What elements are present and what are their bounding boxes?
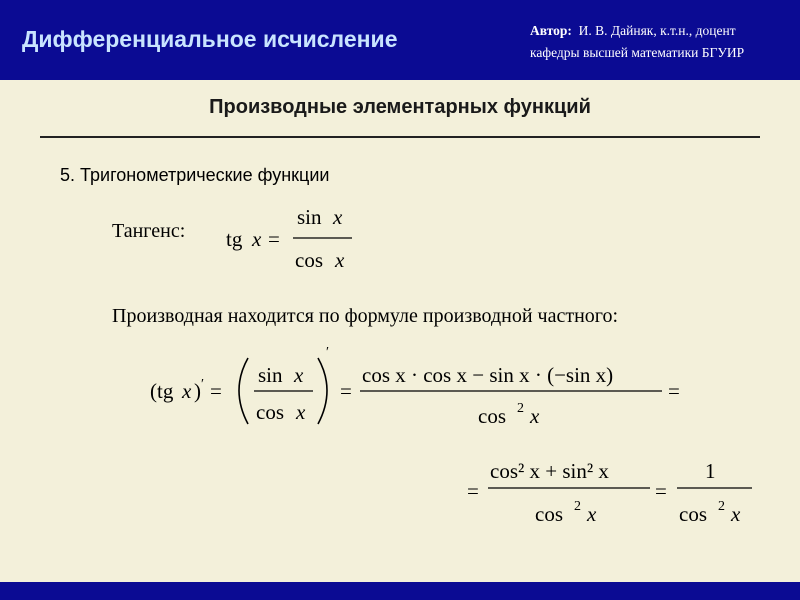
x-var: x — [296, 400, 306, 424]
equals-sign: = — [210, 379, 222, 403]
cos-func: cos — [679, 502, 707, 526]
quotient-rule-sentence: Производная находится по формуле производной частного: — [112, 305, 619, 327]
author-line-2: кафедры высшей математики БГУИР — [530, 45, 745, 60]
x-var: x — [530, 404, 540, 428]
tangent-definition-formula — [226, 205, 352, 272]
equals-sign: = — [467, 479, 479, 503]
lhs-open: (tg — [150, 379, 174, 403]
author-line-1: И. В. Дайняк, к.т.н., доцент — [578, 23, 736, 38]
simplification-formula — [467, 459, 752, 526]
exponent-two: 2 — [517, 401, 524, 416]
cos-func: cos — [295, 248, 323, 272]
sin-func: sin — [258, 363, 283, 387]
prime-mark: ′ — [201, 377, 205, 392]
x-var: x — [731, 502, 741, 526]
close-paren: ) — [194, 379, 201, 403]
equals-sign: = — [340, 379, 352, 403]
derivative-formula — [150, 345, 680, 428]
big-right-paren — [318, 358, 327, 424]
exponent-two: 2 — [718, 499, 725, 514]
cos-func: cos — [478, 404, 506, 428]
x-var: x — [252, 227, 262, 251]
sin-func: sin — [297, 205, 322, 229]
header-title: Дифференциальное исчисление — [22, 26, 398, 52]
equals-sign: = — [668, 379, 680, 403]
x-var: x — [587, 502, 597, 526]
tg-symbol: tg — [226, 227, 243, 251]
exponent-two: 2 — [574, 499, 581, 514]
sum-numerator: cos² x + sin² x — [490, 459, 609, 483]
cos-func: cos — [256, 400, 284, 424]
subsection-heading: 5. Тригонометрические функции — [60, 165, 330, 185]
big-left-paren — [239, 358, 248, 424]
prime-mark: ′ — [326, 345, 330, 360]
footer-bar — [0, 582, 800, 600]
x-var: x — [335, 248, 345, 272]
author-label: Автор: — [530, 23, 572, 38]
tangent-label: Тангенс: — [112, 220, 186, 242]
numerator-one: 1 — [705, 459, 716, 483]
slide-title: Производные элементарных функций — [209, 96, 591, 118]
x-var: x — [182, 379, 192, 403]
expanded-numerator: cos x · cos x − sin x · (−sin x) — [362, 363, 614, 387]
x-var: x — [333, 205, 343, 229]
x-var: x — [294, 363, 304, 387]
equals-sign: = — [655, 479, 667, 503]
cos-func: cos — [535, 502, 563, 526]
equals-sign: = — [268, 227, 280, 251]
